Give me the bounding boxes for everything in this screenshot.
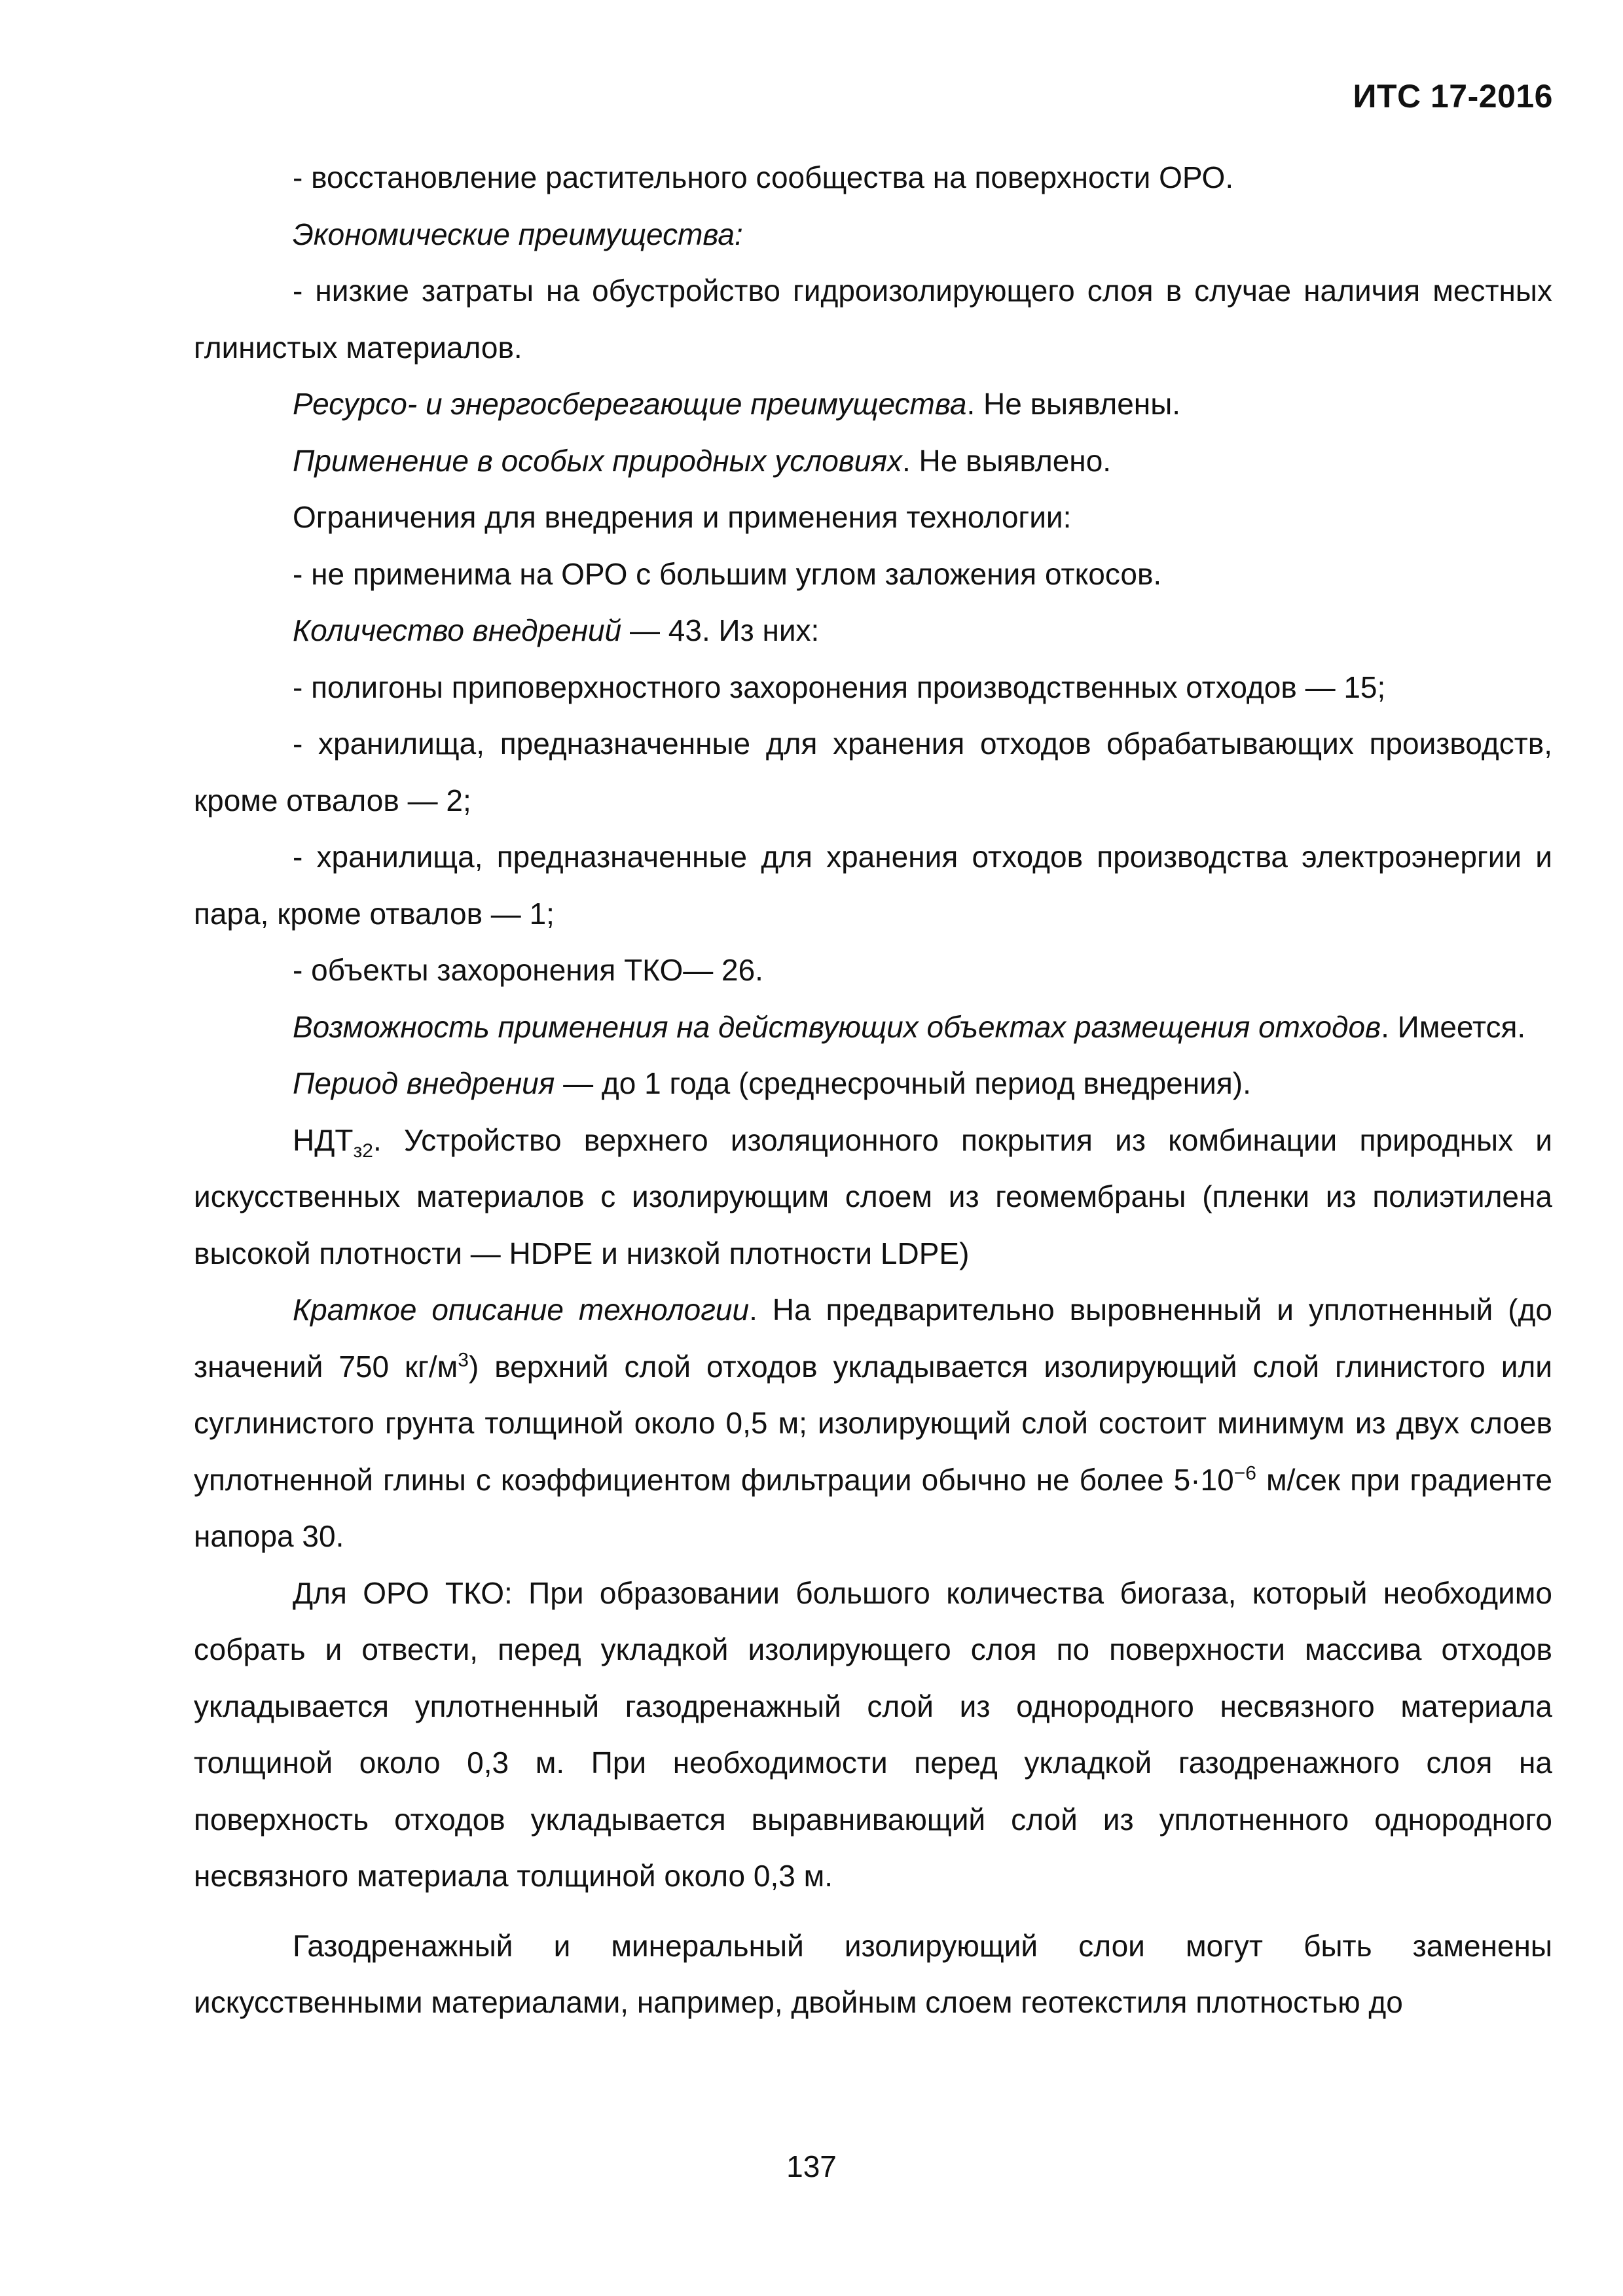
paragraph-artificial-materials: Газодренажный и минеральный изолирующий слои могут быть заменены искусственными материалами, например, двойным слоем геотекстиля плотностью до [194, 1928, 1552, 2019]
economic-advantages-heading: Экономические преимущества: [293, 217, 743, 251]
applicability-heading: Возможность применения на действующих объектах размещения отходов [293, 1009, 1381, 1044]
technology-description-b: ) верхний слой отходов укладывается изолирующий слой глинистого или суглинистого грунта толщиной около 0,5 м; изолирующий слой состоит минимум из двух слоев уплотненной глины с коэффициентом фильтрации обычно не более 5·10 [194, 1349, 1553, 1497]
paragraph-msw-biogas: Для ОРО ТКО: При образовании большого количества биогаза, который необходимо собрать и отвести, перед укладкой изолирующего слоя по поверхности массива отходов укладывается уплотненный газодренажный слой из однородного несвязного материала толщиной около 0,3 м. При необходимости перед укладкой газодренажного слоя на поверхность отходов укладывается выравнивающий слой из уплотненного однородного несвязного материала толщиной около 0,3 м. [194, 1575, 1552, 1893]
paragraph-economic-advantages [194, 206, 1552, 263]
bat-subscript: з2 [353, 1139, 373, 1162]
page-body [194, 149, 1552, 2031]
paragraph-special-conditions [194, 433, 1552, 490]
resource-saving-text: . Не выявлены. [966, 387, 1181, 421]
paragraph-landfills-industrial: - полигоны приповерхностного захоронения производственных отходов — 15; [293, 670, 1386, 704]
bat-title-text: . Устройство верхнего изоляционного покрытия из комбинации природных и искусственных материалов с изолирующим слоем из геомембраны (пленки из полиэтилена высокой плотности — HDPE и низкой плотности LDPE) [194, 1122, 1552, 1270]
applicability-text: . Имеется. [1381, 1009, 1526, 1044]
paragraph-resource-saving [194, 376, 1552, 433]
paragraph-msw-objects: - объекты захоронения ТКО— 26. [293, 953, 763, 987]
special-conditions-text: . Не выявлено. [902, 443, 1112, 478]
paragraph-implementations-count [194, 602, 1552, 659]
document-code-header: ИТС 17-2016 [1353, 78, 1553, 115]
cubic-superscript: 3 [458, 1349, 469, 1371]
paragraph-storage-manufacturing: - хранилища, предназначенные для хранения отходов обрабатывающих производств, кроме отвалов — 2; [194, 726, 1552, 817]
implementation-period-heading: Период внедрения [293, 1066, 555, 1100]
paragraph-restoration: - восстановление растительного сообщества на поверхности ОРО. [293, 160, 1234, 194]
paragraph-low-costs: - низкие затраты на обустройство гидроизолирующего слоя в случае наличия местных глинистых материалов. [194, 274, 1552, 365]
implementations-heading: Количество внедрений [293, 613, 622, 647]
technology-description-c: м/сек при градиенте напора 30. [194, 1462, 1553, 1553]
implementations-text: — 43. Из них: [621, 613, 820, 647]
paragraph-implementation-period [194, 1055, 1552, 1112]
technology-description-heading: Краткое описание технологии [293, 1293, 750, 1327]
exponent-superscript: −6 [1233, 1462, 1256, 1484]
resource-saving-heading: Ресурсо- и энергосберегающие преимущества [293, 387, 967, 421]
paragraph-storage-energy: - хранилища, предназначенные для хранения отходов производства электроэнергии и пара, кроме отвалов — 1; [194, 840, 1552, 931]
paragraph-bat-title [194, 1112, 1552, 1282]
special-conditions-heading: Применение в особых природных условиях [293, 443, 902, 478]
paragraph-applicability [194, 999, 1552, 1056]
paragraph-limitations: Ограничения для внедрения и применения технологии: [293, 500, 1072, 534]
paragraph-technology-description [194, 1282, 1552, 1565]
bat-prefix: НДТ [293, 1122, 354, 1157]
paragraph-slope-limitation: - не применима на ОРО с большим углом заложения откосов. [293, 556, 1162, 591]
implementation-period-text: — до 1 года (среднесрочный период внедрения). [555, 1066, 1251, 1100]
technology-description-a: . На предварительно выровненный и уплотненный (до значений 750 кг/м [194, 1293, 1552, 1384]
page-number: 137 [786, 2149, 837, 2183]
